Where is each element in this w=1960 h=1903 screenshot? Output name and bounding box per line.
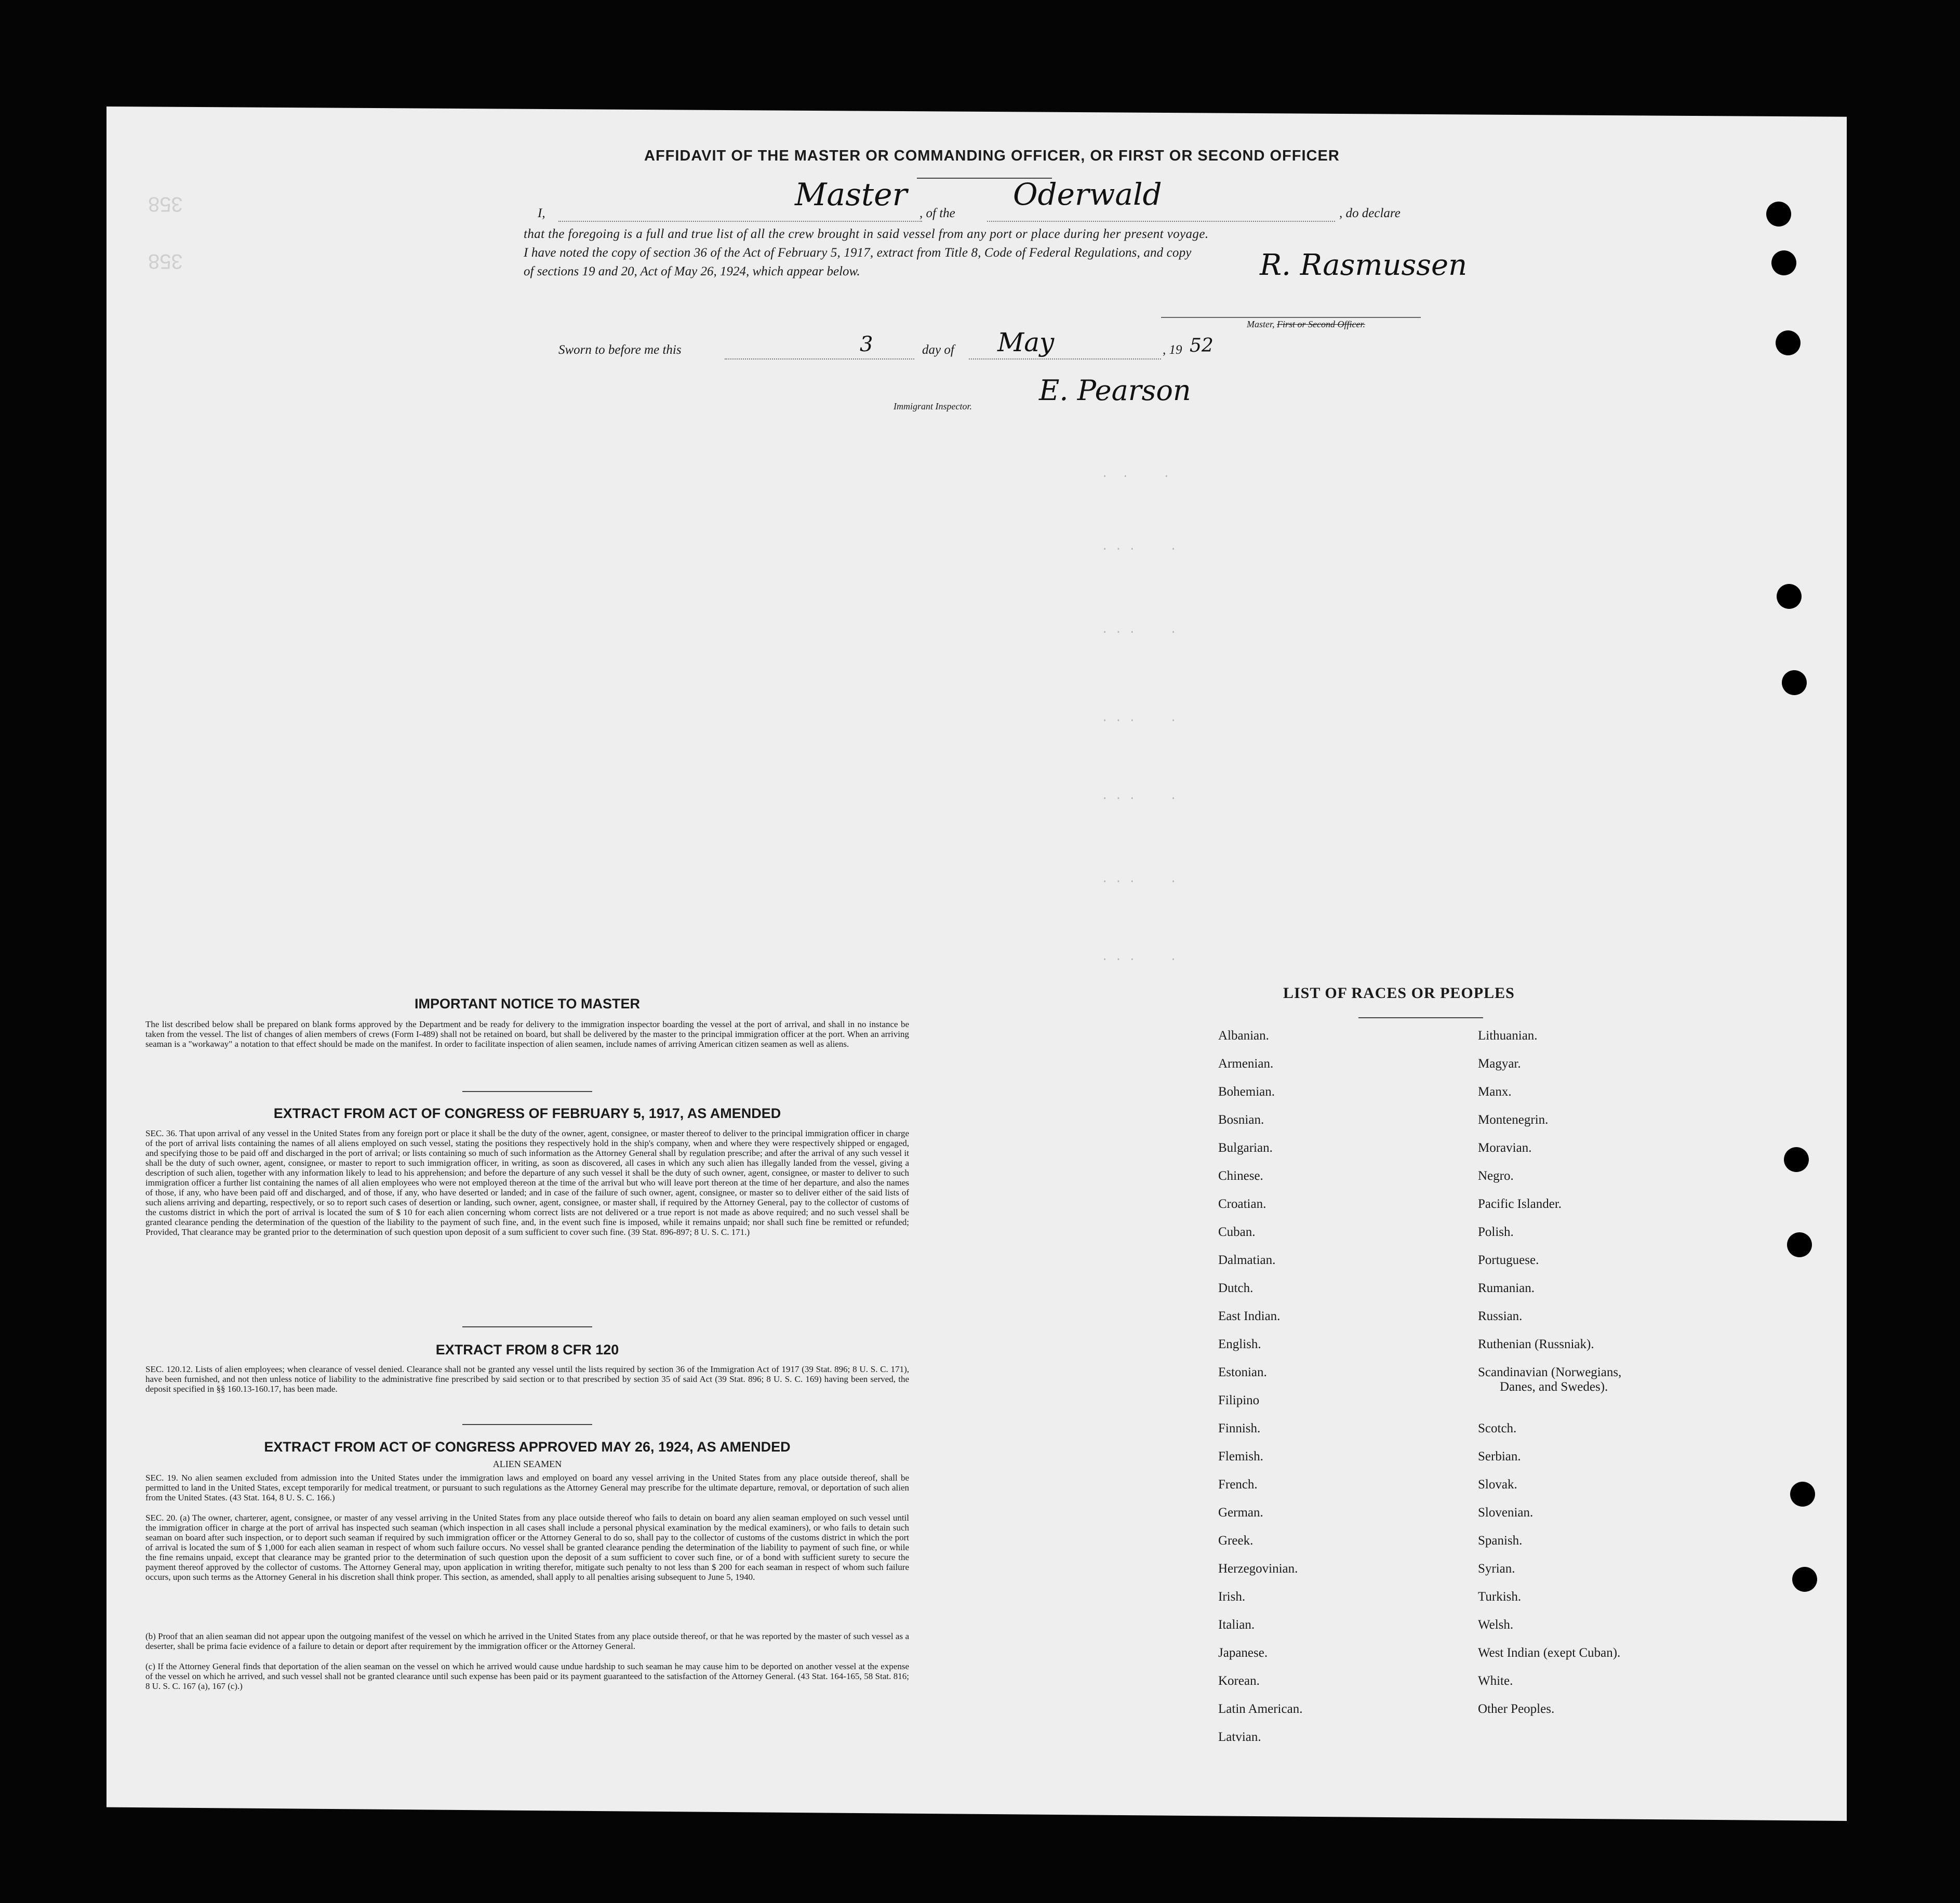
punch-hole [1784,1147,1809,1172]
affidavit-of-the: , of the [919,206,955,220]
sworn-label: Sworn to before me this [558,343,682,357]
extract-1917-heading: EXTRACT FROM ACT OF CONGRESS OF FEBRUARY 5, 1917, AS AMENDED [273,1106,781,1121]
affidavit-i-label: I, [538,206,545,220]
extract-1924-heading: EXTRACT FROM ACT OF CONGRESS APPROVED MAY 26, 1924, AS AMENDED [264,1439,791,1455]
divider [462,1091,592,1092]
race-item: Cuban. [1218,1225,1256,1239]
bleed-through-mark: . . . . [1101,540,1177,553]
master-signature: R. Rasmussen [1260,248,1468,282]
punch-hole [1777,584,1802,609]
inspector-caption: Immigrant Inspector. [894,401,972,411]
races-left-column [1218,1029,1302,1758]
race-item: Other Peoples. [1478,1702,1555,1716]
race-item: Bulgarian. [1218,1141,1273,1155]
race-item: East Indian. [1218,1309,1281,1323]
race-item: Bosnian. [1218,1113,1264,1127]
extract-1924-sec19: SEC. 19. No alien seamen excluded from admission into the United States under the immigration laws and employed on board any vessel arriving in the United States from any place outside thereof, shall be permitted to land in the United States, except temporarily for medical treatment, or pursuant to such regulations as the Attorney General may prescribe for the ultimate departure, removal, or deportation of such alien from the United States. (43 Stat. 164, 8 U. S. C. 166.) [145,1473,909,1502]
extract-1924-sec20a: SEC. 20. (a) The owner, charterer, agent, consignee, or master of any vessel arriving in the United States from any place outside thereof who fails to detain on board any alien seaman employed on such vessel until the immigration officer in charge at the port of arrival has inspected such seaman (which inspection in all cases shall include a personal physical examination by the medical examiners), or who fails to detain such seaman on board after such inspection, or to deport such seaman if required by such immigration officer or the Attorney General to do so, shall pay to the collector of customs of the customs district in which the port of arrival is located the sum of $ 1,000 for each alien seaman in respect of whom such failure occurs. No vessel shall be granted clearance pending the determination of the liability to payment of such fine, or while the fine remains unpaid, except that clearance may be granted prior to the determination of such question upon the deposit of a sum sufficient to cover such fine, or of a bond with sufficient surety to secure the payment thereof approved by the collector of customs. The Attorney General may, upon application in writing therefor, mitigate such penalty to not less than $ 200 for each seaman in respect of whom such failure occurs, upon such terms as the Attorney General in his discretion shall think proper. This section, as amended, shall apply to all penalties arising subsequent to June 5, 1940. [145,1513,909,1582]
race-item: Portuguese. [1478,1253,1539,1267]
race-item: Herzegovinian. [1218,1562,1298,1576]
race-item: White. [1478,1674,1513,1688]
race-item: Moravian. [1478,1141,1532,1155]
punch-hole [1782,670,1807,695]
affidavit-do-declare: , do declare [1339,206,1401,220]
affidavit-title: AFFIDAVIT OF THE MASTER OR COMMANDING OFFICER, OR FIRST OR SECOND OFFICER [644,148,1340,164]
extract-cfr-heading: EXTRACT FROM 8 CFR 120 [435,1342,619,1358]
handwritten-day: 3 [860,332,873,356]
master-caption [1247,319,1365,330]
bleed-through-mark: . . . . [1101,951,1177,964]
affidavit-line-3: I have noted the copy of section 36 of the Act of February 5, 1917, extract from Title 8, Code of Federal Regulations, and copy [524,246,1192,260]
race-item: Welsh. [1478,1618,1514,1632]
handwritten-master: Master [795,177,908,213]
race-item: Finnish. [1218,1421,1261,1435]
race-item: Irish. [1218,1590,1246,1604]
bleed-through-mark: . . . . [1101,790,1177,803]
race-item: Latin American. [1218,1702,1303,1716]
races-title: LIST OF RACES OR PEOPLES [1283,984,1515,1002]
day-dotline [725,358,914,360]
affidavit-line-2: that the foregoing is a full and true list of all the crew brought in said vessel from any port or place during her present voyage. [524,227,1209,241]
race-item: Negro. [1478,1169,1514,1183]
race-item: Japanese. [1218,1646,1268,1660]
race-item: Polish. [1478,1225,1514,1239]
race-item: Slovak. [1478,1478,1517,1492]
race-item: Serbian. [1478,1449,1521,1463]
race-item: Turkish. [1478,1590,1522,1604]
race-item: Korean. [1218,1674,1260,1688]
punch-hole [1771,250,1796,275]
race-item: Scotch. [1478,1421,1517,1435]
bleed-through-mark: . . . . [1101,623,1177,636]
race-item: Croatian. [1218,1197,1266,1211]
race-item: German. [1218,1506,1263,1520]
race-item: Russian. [1478,1309,1523,1323]
race-item: Bohemian. [1218,1085,1275,1099]
extract-cfr-body: SEC. 120.12. Lists of alien employees; when clearance of vessel denied. Clearance shall not be granted any vessel until the lists required by section 36 of the Immigration Act of 1917 (39 Stat. 896; 8 U. S. C. 171), have been furnished, and not then unless notice of liability to the administrative fine prescribed by said section or to that prescribed by section 35 of said Act (39 Stat. 896; 8 U. S. C. 169) having been served, the deposit specified in §§ 160.13-160.17, has been made. [145,1364,909,1394]
handwritten-year: 52 [1190,335,1214,356]
punch-hole [1766,202,1791,227]
day-of-label: day of [922,343,954,357]
race-item: Albanian. [1218,1029,1269,1043]
race-item: Estonian. [1218,1365,1267,1379]
master-caption-text: Master, [1247,319,1277,329]
punch-hole [1790,1482,1815,1507]
race-item: Syrian. [1478,1562,1515,1576]
race-item: Pacific Islander. [1478,1197,1562,1211]
race-item: Latvian. [1218,1730,1261,1744]
race-item: Spanish. [1478,1534,1523,1548]
race-item: Manx. [1478,1085,1512,1099]
bleed-through-mark: . . . [1101,468,1170,481]
bleed-through-mark: . . . . [1101,873,1177,886]
race-item: French. [1218,1478,1258,1492]
race-item: Magyar. [1478,1057,1521,1071]
race-item: Dutch. [1218,1281,1254,1295]
affidavit-line-4: of sections 19 and 20, Act of May 26, 1924, which appear below. [524,264,860,278]
punch-hole [1776,330,1801,355]
divider [462,1326,592,1327]
race-item: Lithuanian. [1478,1029,1538,1043]
page-number-faint-2: 358 [148,250,183,273]
name-dotline [558,221,922,222]
race-item: English. [1218,1337,1261,1351]
handwritten-vessel: Oderwald [1013,177,1162,212]
race-item: Flemish. [1218,1449,1263,1463]
notice-body: The list described below shall be prepared on blank forms approved by the Department and be ready for delivery to the immigration inspector boarding the vessel at the port of arrival, and shall in no instance be taken from the vessel. The list of changes of alien members of crews (Form I-489) shall not be retained on board, but shall be delivered by the master to the principal immigration officer at the port. When an arriving seaman is a "workaway" a notation to that effect should be made on the manifest. In order to facilitate inspection of alien seamen, include names of arriving American citizen seamen as well as aliens. [145,1019,909,1049]
punch-hole [1792,1567,1817,1592]
race-item: Slovenian. [1478,1506,1534,1520]
punch-hole [1787,1232,1812,1257]
races-right-column [1478,1029,1621,1730]
race-item: Dalmatian. [1218,1253,1276,1267]
race-item: Scandinavian (Norwegians, [1478,1365,1622,1379]
race-item: Armenian. [1218,1057,1274,1071]
race-item-continued: Danes, and Swedes). [1500,1380,1608,1394]
race-item: Rumanian. [1478,1281,1535,1295]
bleed-through-mark: . . . . [1101,712,1177,725]
race-item: West Indian (exept Cuban). [1478,1646,1621,1660]
race-item: Chinese. [1218,1169,1263,1183]
master-signature-line [1161,317,1421,318]
race-item: Filipino [1218,1393,1260,1407]
race-item: Greek. [1218,1534,1254,1548]
extract-1924-sec20b: (b) Proof that an alien seaman did not appear upon the outgoing manifest of the vessel on which he arrived in the United States from any place outside thereof, or that he was reported by the master of such vessel as a deserter, shall be prima facie evidence of a failure to detain or deport after requirement by the immigration officer or the Attorney General. [145,1631,909,1651]
races-divider [1358,1017,1483,1018]
master-caption-struck: First or Second Officer. [1277,319,1365,329]
race-item: Montenegrin. [1478,1113,1549,1127]
race-item: Ruthenian (Russniak). [1478,1337,1594,1351]
year-prefix: , 19 [1163,343,1182,357]
race-item: Italian. [1218,1618,1255,1632]
extract-1917-body: SEC. 36. That upon arrival of any vessel in the United States from any foreign port or place it shall be the duty of the owner, agent, consignee, or master thereof to deliver to the principal immigration officer in charge of the port of arrival lists containing the names of all aliens employed on such vessel, stating the positions they respectively hold in the ship's company, when and where they were respectively shipped or engaged, and specifying those to be paid off and discharged in the port of arrival; or lists containing so much of such information as the Attorney General shall by regulation prescribe; and after the arrival of any such vessel it shall be the duty of such owner, agent, consignee, or master to report to such immigration officer, in writing, as soon as discovered, all cases in which any such alien has illegally landed from the vessel, giving a description of such alien, together with any information likely to lead to his apprehension; and before the departure of any such vessel it shall be the duty of such owner, agent, consignee, or master to deliver to such immigration officer a further list containing the names of all alien employees who were not employed thereon at the time of the arrival but who will leave port thereon at the time of her departure, and also the names of those, if any, who have been paid off and discharged, and of those, if any, who have deserted or landed; and in case of the failure of such owner, agent, consignee, or master so to deliver either of the said lists of such aliens arriving and departing, respectively, or so to report such cases of desertion or landing, such owner, agent, consignee, or master shall, if required by the Attorney General, pay to the collector of customs of the customs district in which the port of arrival is located the sum of $ 10 for each alien concerning whom correct lists are not delivered or a true report is not made as above required; and no such vessel shall be granted clearance pending the determination of the question of the liability to the payment of such fine, and, in the event such fine is imposed, while it remains unpaid; nor shall such fine be remitted or refunded; Provided, That clearance may be granted prior to the determination of such question upon deposit of a sum sufficient to cover such fine. (39 Stat. 896-897; 8 U. S. C. 171.) [145,1128,909,1237]
notice-heading: IMPORTANT NOTICE TO MASTER [415,996,640,1012]
month-dotline [969,358,1161,360]
divider [462,1424,592,1425]
extract-1924-subheading: ALIEN SEAMEN [492,1459,562,1469]
page-number-faint: 358 [148,193,183,216]
extract-1924-sec20c: (c) If the Attorney General finds that deportation of the alien seaman on the vessel on which he arrived would cause undue hardship to such seaman he may cause him to be deported on another vessel at the expense of the vessel on which he arrived, and such vessel shall not be granted clearance until such expense has been paid or its payment guaranteed to the satisfaction of the Attorney General. (43 Stat. 164-165, 58 Stat. 816; 8 U. S. C. 167 (a), 167 (c).) [145,1661,909,1691]
inspector-signature: E. Pearson [1039,374,1191,407]
vessel-dotline [987,221,1335,222]
handwritten-month: May [997,327,1055,357]
